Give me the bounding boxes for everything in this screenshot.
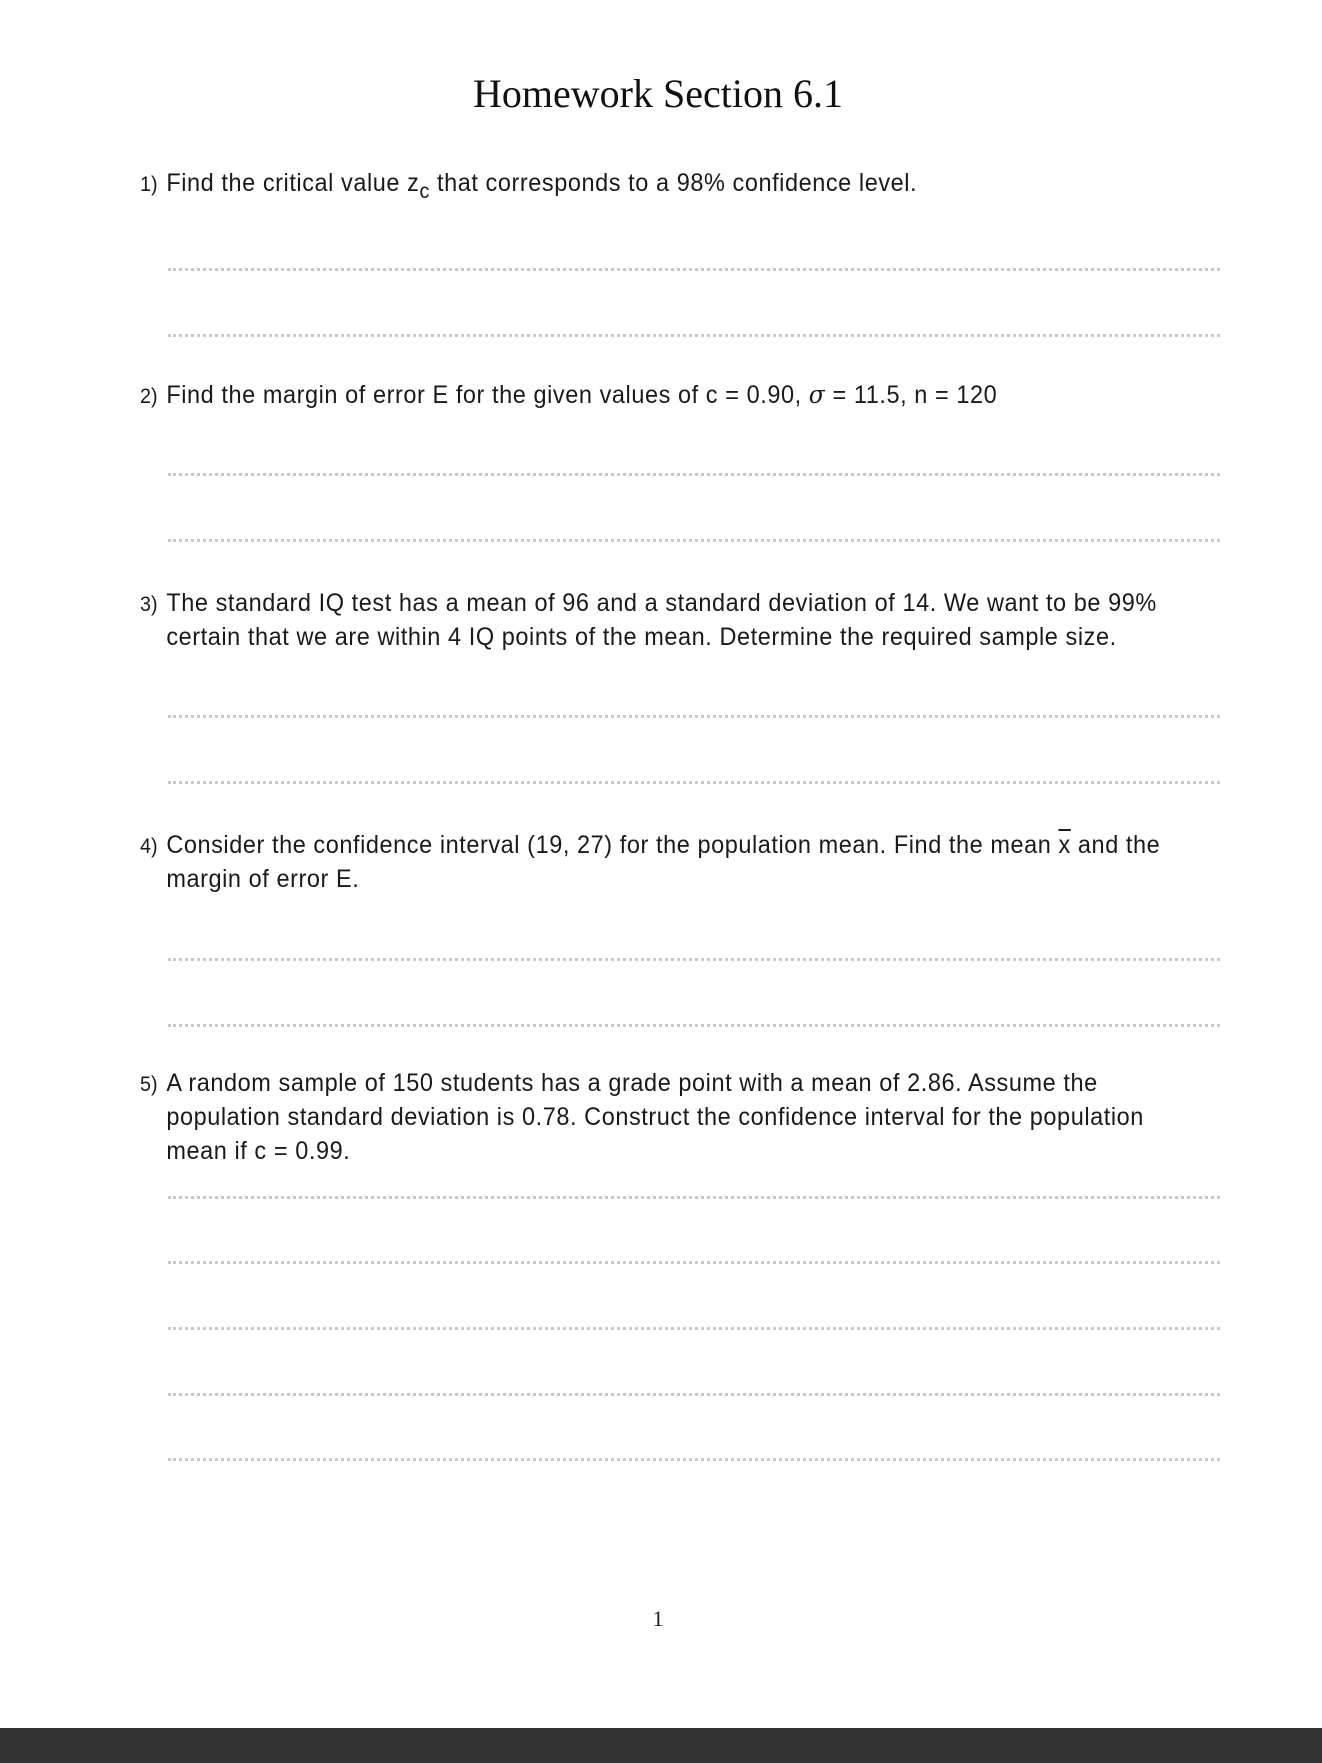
answer-line[interactable] — [168, 715, 1220, 718]
answer-line[interactable] — [168, 1024, 1220, 1027]
question-number: 5) — [140, 1073, 158, 1096]
answer-line[interactable] — [168, 539, 1220, 542]
question-number: 3) — [140, 593, 158, 616]
answer-line[interactable] — [168, 268, 1220, 271]
question-text: Find the margin of error E for the given values of c = 0.90, σ = 11.5, n = 120 — [166, 380, 998, 409]
x-bar-symbol: $\overline{x}$ — [1058, 831, 1071, 859]
question-number: 4) — [140, 835, 158, 858]
question-5 — [140, 1066, 1174, 1168]
sigma-symbol: σ — [808, 380, 826, 409]
answer-line[interactable] — [168, 1458, 1220, 1461]
question-4 — [140, 828, 1174, 896]
answer-line[interactable] — [168, 781, 1220, 784]
question-text: The standard IQ test has a mean of 96 and a standard deviation of 14. We want to be 99% certain that we are within 4 IQ points of the mean. Determine the required sample size. — [166, 589, 1157, 651]
question-text: Consider the confidence interval (19, 27) for the population mean. Find the mean $\overline{x}$ and the margin of error E. — [166, 831, 1161, 893]
answer-line[interactable] — [168, 958, 1220, 961]
answer-line[interactable] — [168, 334, 1220, 337]
question-text: Find the critical value $z_c$ that corresponds to a 98% confidence level. — [166, 169, 918, 203]
viewer-bottom-bar — [0, 1728, 1322, 1763]
page-number: 1 — [652, 1606, 664, 1631]
page-title: Homework Section 6.1 — [473, 71, 843, 116]
answer-line[interactable] — [168, 1196, 1220, 1199]
answer-line[interactable] — [168, 473, 1220, 476]
answer-line[interactable] — [168, 1393, 1220, 1396]
question-number: 1) — [140, 173, 158, 196]
answer-line[interactable] — [168, 1261, 1220, 1264]
question-text: A random sample of 150 students has a grade point with a mean of 2.86. Assume the population standard deviation is 0.78. Construct the confidence interval for the population mean if c = 0.99. — [166, 1069, 1144, 1165]
answer-line[interactable] — [168, 1327, 1220, 1330]
question-2 — [140, 378, 1174, 412]
question-number: 2) — [140, 385, 158, 408]
subscript-c: c — [419, 180, 430, 203]
question-1 — [140, 166, 1174, 202]
question-3 — [140, 586, 1174, 654]
